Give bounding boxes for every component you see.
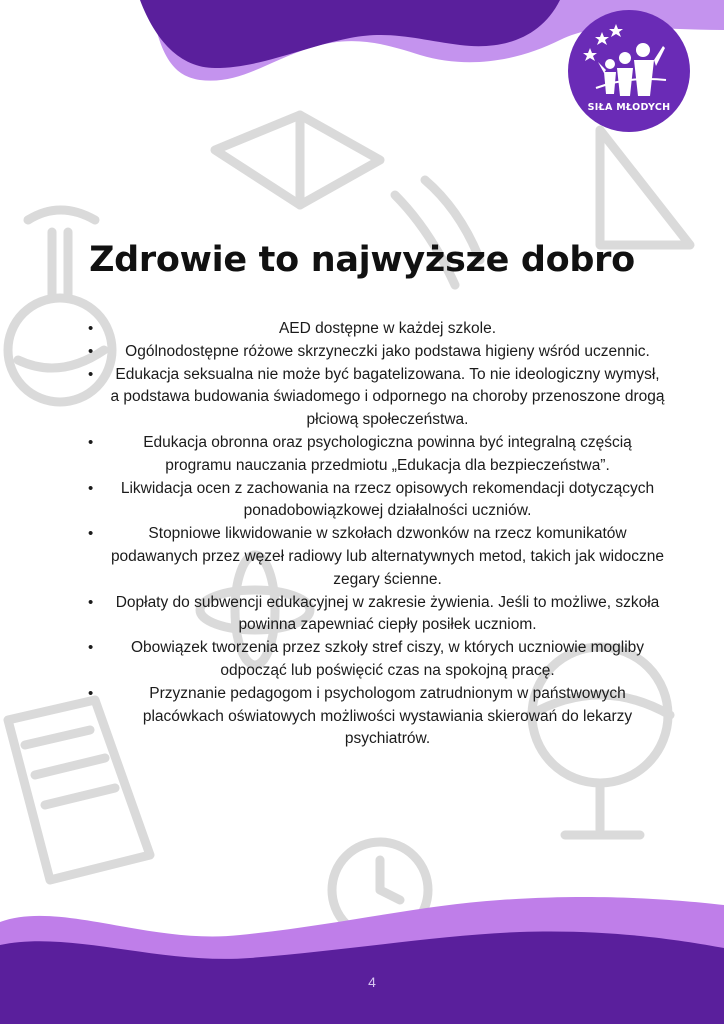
list-item: • Edukacja seksualna nie może być bagatelizowana. To nie ideologiczny wymysł, a podstawa budowania świadomego i odpornego na choroby przenoszone drogą płciową społeczeństwa. — [80, 364, 665, 432]
list-item: • Stopniowe likwidowanie w szkołach dzwonków na rzecz komunikatów podawanych przez węzeł radiowy lub alternatywnych metod, takich jak widoczne zegary ścienne. — [80, 523, 665, 591]
list-item: • Obowiązek tworzenia przez szkoły stref ciszy, w których uczniowie mogliby odpocząć lub poświęcić czas na spokojną pracę. — [80, 637, 665, 683]
page-number: 4 — [368, 974, 376, 990]
list-item: • Przyznanie pedagogom i psychologom zatrudnionym w państwowych placówkach oświatowych możliwości wystawiania skierowań do lekarzy psychiatrów. — [80, 683, 665, 751]
page-title: Zdrowie to najwyższe dobro — [89, 240, 635, 280]
logo — [568, 10, 690, 132]
list-item: • Dopłaty do subwencji edukacyjnej w zakresie żywienia. Jeśli to możliwe, szkoła powinna zapewniać ciepły posiłek uczniom. — [80, 592, 665, 638]
logo-text: SIŁA MŁODYCH — [587, 102, 671, 113]
list-item: • AED dostępne w każdej szkole. — [80, 318, 665, 341]
people-icon — [568, 10, 690, 132]
bullet-list — [80, 318, 665, 751]
ruler-doodle — [600, 130, 690, 245]
list-item: • Edukacja obronna oraz psychologiczna powinna być integralną częścią programu nauczania przedmiotu „Edukacja dla bezpieczeństwa”. — [80, 432, 665, 478]
list-item: • Likwidacja ocen z zachowania na rzecz opisowych rekomendacji dotyczących ponadobowiązkowej działalności uczniów. — [80, 478, 665, 524]
list-item: • Ogólnodostępne różowe skrzyneczki jako podstawa higieny wśród uczennic. — [80, 341, 665, 364]
book-doodle — [215, 115, 380, 205]
